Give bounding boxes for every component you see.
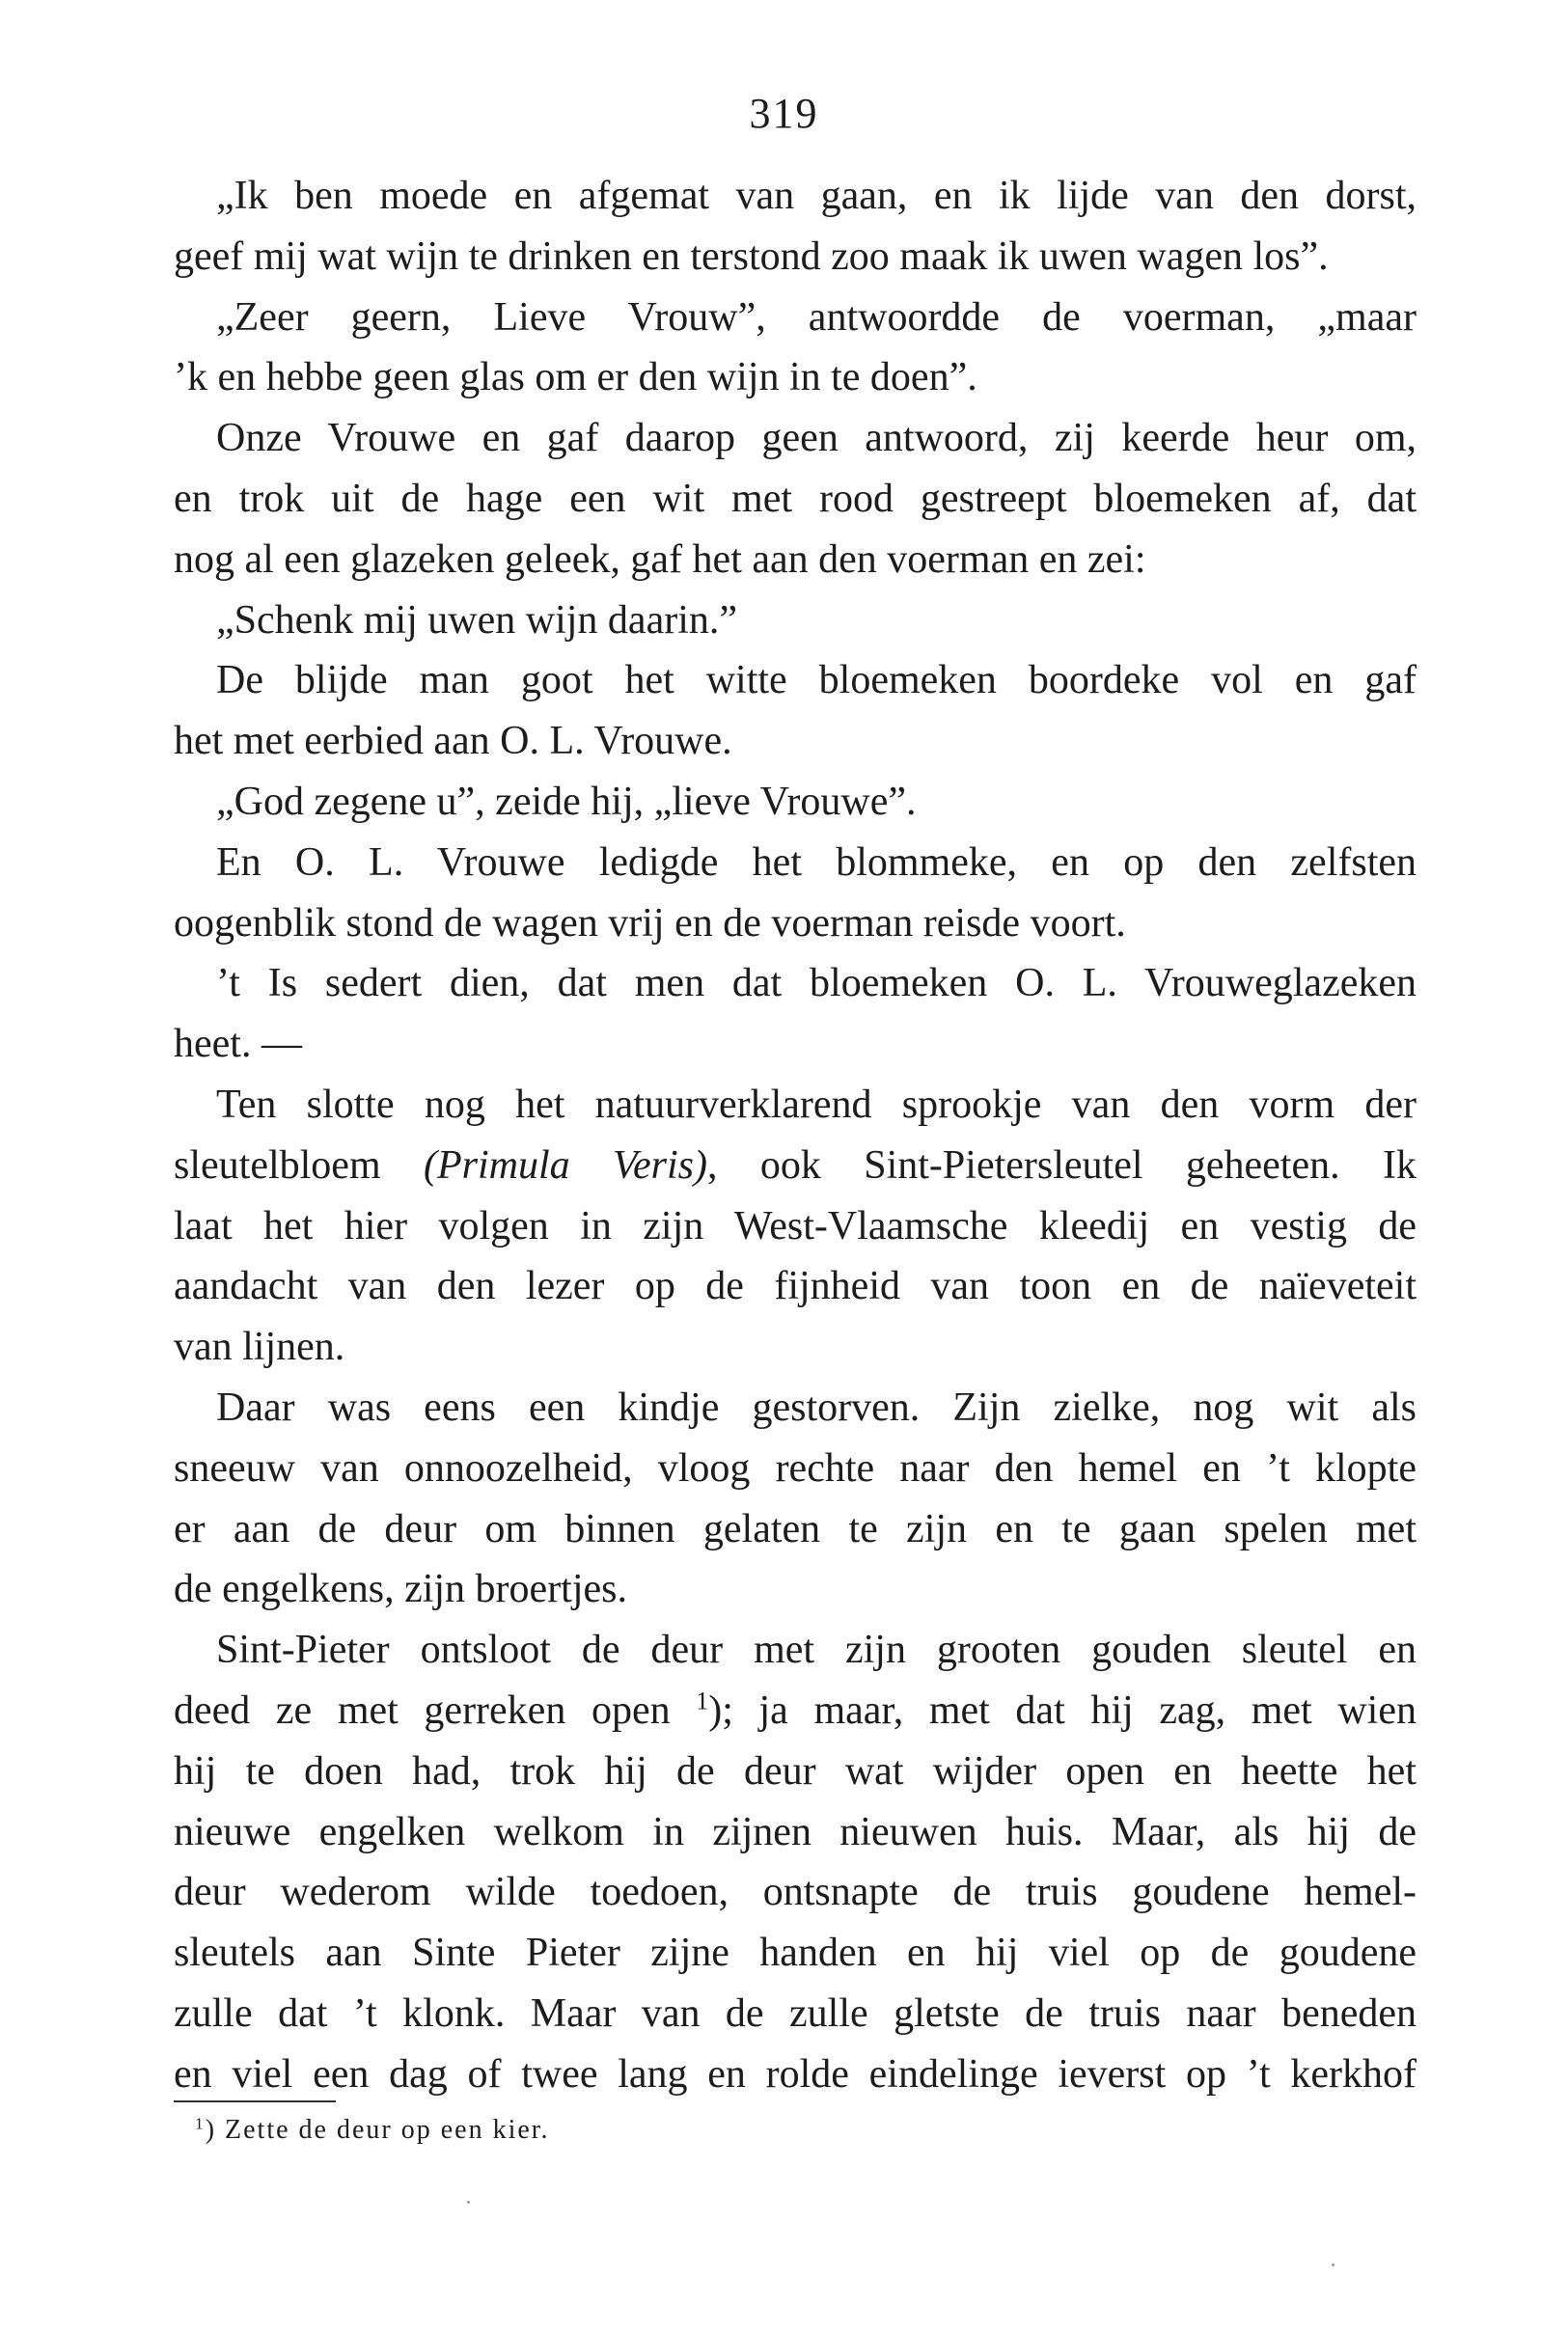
text-line: En O. L. Vrouwe ledigde het blommeke, en op den zelfsten bbox=[216, 839, 1417, 885]
page-number: 319 bbox=[749, 90, 819, 137]
text-line: laat het hier volgen in zijn West-Vlaamsche kleedij en vestig de bbox=[174, 1203, 1417, 1248]
text-line: geef mij wat wijn te drinken en terstond zoo maak ik uwen wagen los”. bbox=[174, 233, 1329, 279]
text-line: ’k en hebbe geen glas om er den wijn in te doen”. bbox=[174, 355, 977, 400]
text-line: Sint-Pieter ontsloot de deur met zijn grooten gouden sleutel en bbox=[216, 1628, 1417, 1673]
text-line: zulle dat ’t klonk. Maar van de zulle gletste de truis naar beneden bbox=[174, 1990, 1417, 2036]
paper-speck bbox=[1332, 2263, 1334, 2266]
text-line: sneeuw van onnoozelheid, vloog rechte naar den hemel en ’t klopte bbox=[174, 1445, 1417, 1491]
text-line bbox=[174, 1681, 1417, 1742]
text-line: Onze Vrouwe en gaf daarop geen antwoord, zij keerde heur om, bbox=[216, 416, 1417, 461]
text-line: het met eerbied aan O. L. Vrouwe. bbox=[174, 719, 732, 764]
text-segment: ); ja maar, met dat hij zag, met wien bbox=[708, 1687, 1417, 1733]
footnote-divider bbox=[174, 2100, 336, 2102]
text-line: „Ik ben moede en afgemat van gaan, en ik lijde van den dorst, bbox=[216, 174, 1417, 218]
text-line: nieuwe engelken welkom in zijnen nieuwen huis. Maar, als hij de bbox=[174, 1809, 1417, 1854]
text-line: De blijde man goot het witte bloemeken boordeke vol en gaf bbox=[216, 658, 1417, 703]
text-segment: sleutelbloem bbox=[174, 1142, 424, 1188]
footnote bbox=[195, 2115, 550, 2146]
text-line: Daar was eens een kindje gestorven. Zijn zielke, nog wit als bbox=[216, 1385, 1417, 1430]
text-line: ’t Is sedert dien, dat men dat bloemeken O. L. Vrouweglazeken bbox=[216, 961, 1417, 1006]
footnote-reference: 1 bbox=[696, 1687, 709, 1715]
paper-speck bbox=[467, 2201, 470, 2204]
text-line: en trok uit de hage een wit met rood gestreept bloemeken af, dat bbox=[174, 476, 1417, 521]
text-line: deur wederom wilde toedoen, ontsnapte de truis goudene hemel- bbox=[174, 1870, 1417, 1915]
text-line: van lijnen. bbox=[174, 1325, 345, 1370]
text-line: „Zeer geern, Lieve Vrouw”, antwoordde de voerman, „maar bbox=[216, 294, 1417, 340]
text-line: Ten slotte nog het natuurverklarend sprookje van den vorm der bbox=[216, 1082, 1417, 1127]
italic-term: (Primula Veris) bbox=[423, 1142, 707, 1188]
text-line: „God zegene u”, zeide hij, „lieve Vrouwe”. bbox=[216, 779, 917, 824]
text-line: hij te doen had, trok hij de deur wat wijder open en heette het bbox=[174, 1748, 1417, 1794]
text-line: sleutels aan Sinte Pieter zijne handen en hij viel op de goudene bbox=[174, 1931, 1417, 1976]
text-line: de engelkens, zijn broertjes. bbox=[174, 1567, 627, 1612]
footnote-text: ) Zette de deur op een kier. bbox=[205, 2115, 550, 2145]
text-line: er aan de deur om binnen gelaten te zijn en te gaan spelen met bbox=[174, 1506, 1417, 1551]
text-segment: , ook Sint-Pietersleutel geheeten. Ik bbox=[707, 1142, 1417, 1188]
text-line: nog al een glazeken geleek, gaf het aan den voerman en zei: bbox=[174, 536, 1146, 582]
text-line bbox=[174, 1136, 1417, 1196]
text-line: oogenblik stond de wagen vrij en de voerman reisde voort. bbox=[174, 900, 1126, 946]
text-line: heet. — bbox=[174, 1022, 302, 1067]
body-text bbox=[174, 166, 1417, 2105]
text-line: „Schenk mij uwen wijn daarin.” bbox=[216, 597, 738, 643]
text-segment: deed ze met gerreken open bbox=[174, 1687, 697, 1733]
footnote-marker: 1 bbox=[195, 2114, 206, 2133]
text-line: en viel een dag of twee lang en rolde eindelinge ieverst op ’t kerkhof bbox=[174, 2051, 1417, 2097]
text-line: aandacht van den lezer op de fijnheid van toon en de naïeveteit bbox=[174, 1264, 1417, 1309]
